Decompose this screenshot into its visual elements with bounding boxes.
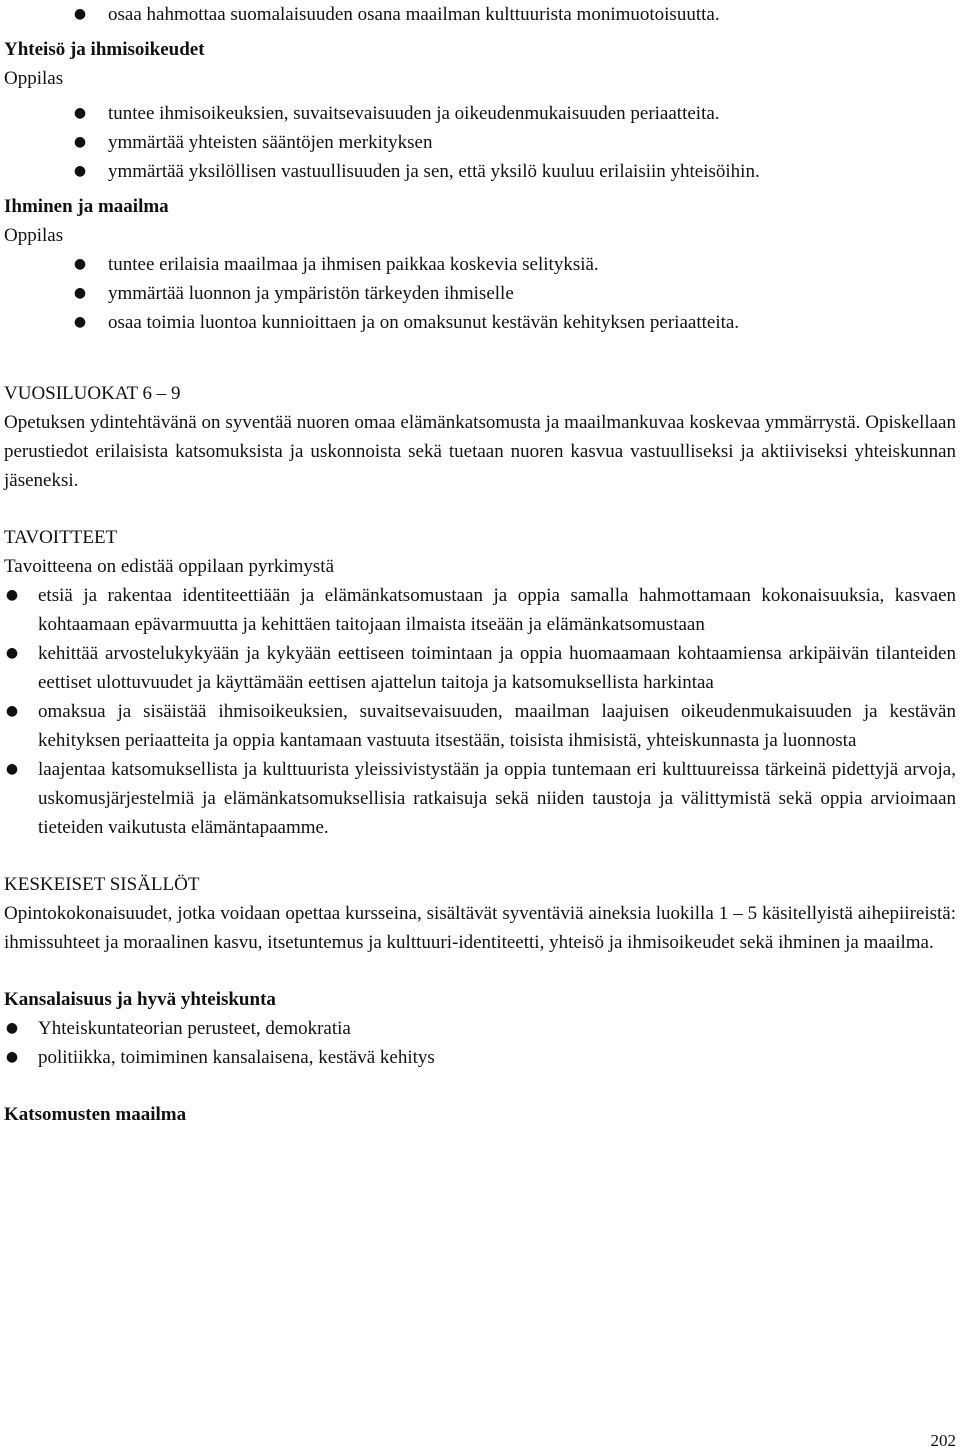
bullet-icon: ●	[73, 105, 87, 121]
yhteiso-bullet-list	[4, 99, 956, 186]
subheading-oppilas: Oppilas	[4, 68, 64, 89]
list-item-text: etsiä ja rakentaa identiteettiään ja elämänkatsomustaan ja oppia samalla hahmottamaan kokonaisuuksia, kasvaen kohtaamaan epävarmuutta ja kehittäen taitojaan ilmaista itseään ja elämänkatsomustaan	[38, 585, 956, 635]
document-page	[4, 0, 956, 1129]
bullet-icon: ●	[5, 1020, 19, 1036]
bullet-icon: ●	[73, 285, 87, 301]
bullet-icon: ●	[5, 761, 19, 777]
bullet-icon: ●	[73, 134, 87, 150]
kansalaisuus-bullet-list	[4, 1014, 956, 1072]
section-heading-keskeiset: KESKEISET SISÄLLÖT	[4, 874, 200, 895]
section-heading-kansalaisuus: Kansalaisuus ja hyvä yhteiskunta	[4, 989, 276, 1010]
tavoitteet-bullet-list	[4, 581, 956, 842]
list-item-text: ymmärtää yhteisten sääntöjen merkityksen	[108, 132, 433, 153]
bullet-icon: ●	[73, 256, 87, 272]
tavoitteet-intro: Tavoitteena on edistää oppilaan pyrkimystä	[4, 556, 335, 577]
list-item	[4, 1043, 956, 1072]
list-item	[4, 639, 956, 697]
list-item	[4, 581, 956, 639]
bullet-icon: ●	[5, 1049, 19, 1065]
section-heading-tavoitteet: TAVOITTEET	[4, 527, 118, 548]
list-item	[4, 697, 956, 755]
list-item	[4, 250, 956, 279]
list-item	[4, 128, 956, 157]
bullet-icon: ●	[5, 645, 19, 661]
list-item	[4, 157, 956, 186]
list-item	[4, 279, 956, 308]
list-item-text: tuntee ihmisoikeuksien, suvaitsevaisuuden ja oikeudenmukaisuuden periaatteita.	[108, 103, 720, 124]
subheading-oppilas: Oppilas	[4, 225, 64, 246]
list-item-text: tuntee erilaisia maailmaa ja ihmisen paikkaa koskevia selityksiä.	[108, 254, 599, 275]
list-item	[4, 1014, 956, 1043]
list-item-text: kehittää arvostelukykyään ja kykyään eettiseen toimintaan ja oppia huomaamaan kohtaamiensa arkipäivän tilanteiden eettiset ulottuvuudet ja käyttämään eettisen ajattelun taitoja ja katsomuksellista harkintaa	[38, 643, 956, 693]
vuosiluokat-paragraph: Opetuksen ydintehtävänä on syventää nuoren omaa elämänkatsomusta ja maailmankuvaa koskevaa ymmärrystä. Opiskellaan perustiedot erilaisista katsomuksista ja uskonnoista sekä tuetaan nuoren kasvua vastuulliseksi ja aktiiviseksi yhteiskunnan jäseneksi.	[4, 412, 956, 491]
bullet-icon: ●	[73, 163, 87, 179]
section-heading-katsomusten: Katsomusten maailma	[4, 1104, 187, 1125]
page-number: 202	[930, 1431, 956, 1450]
list-item	[4, 99, 956, 128]
list-item-text: politiikka, toimiminen kansalaisena, kestävä kehitys	[38, 1047, 435, 1068]
list-item-text: omaksua ja sisäistää ihmisoikeuksien, suvaitsevaisuuden, maailman laajuisen oikeudenmukaisuuden ja kestävän kehityksen periaatteita ja oppia kantamaan vastuuta itsestään, toisista ihmisistä, yhteiskunnasta ja luonnosta	[38, 701, 956, 751]
bullet-icon: ●	[5, 587, 19, 603]
list-item-text: osaa toimia luontoa kunnioittaen ja on omaksunut kestävän kehityksen periaatteita.	[108, 312, 740, 333]
top-bullet-list	[4, 0, 956, 29]
bullet-icon: ●	[5, 703, 19, 719]
list-item	[4, 0, 956, 29]
ihminen-bullet-list	[4, 250, 956, 337]
section-heading-vuosiluokat: VUOSILUOKAT 6 – 9	[4, 383, 181, 404]
list-item-text: Yhteiskuntateorian perusteet, demokratia	[38, 1018, 351, 1039]
list-item	[4, 755, 956, 842]
list-item-text: ymmärtää yksilöllisen vastuullisuuden ja sen, että yksilö kuuluu erilaisiin yhteisöihin.	[108, 161, 760, 182]
bullet-icon: ●	[73, 6, 87, 22]
list-item-text: laajentaa katsomuksellista ja kulttuurista yleissivistystään ja oppia tuntemaan eri kulttuureissa tärkeinä pidettyjä arvoja, uskomusjärjestelmiä ja elämänkatsomuksellisia ratkaisuja sekä niiden taustoja ja välittymistä sekä oppia arvioimaan tieteiden vaikutusta elämäntapaamme.	[38, 759, 956, 838]
section-heading-ihminen: Ihminen ja maailma	[4, 196, 169, 217]
list-item-text: osaa hahmottaa suomalaisuuden osana maailman kulttuurista monimuotoisuutta.	[108, 4, 720, 25]
section-heading-yhteiso: Yhteisö ja ihmisoikeudet	[4, 39, 205, 60]
list-item	[4, 308, 956, 337]
list-item-text: ymmärtää luonnon ja ympäristön tärkeyden ihmiselle	[108, 283, 514, 304]
keskeiset-paragraph: Opintokokonaisuudet, jotka voidaan opettaa kursseina, sisältävät syventäviä aineksia luokilla 1 – 5 käsitellyistä aihepiireistä: ihmissuhteet ja moraalinen kasvu, itsetuntemus ja kulttuuri-identiteetti, yhteisö ja ihmisoikeudet sekä ihminen ja maailma.	[4, 903, 956, 953]
bullet-icon: ●	[73, 314, 87, 330]
